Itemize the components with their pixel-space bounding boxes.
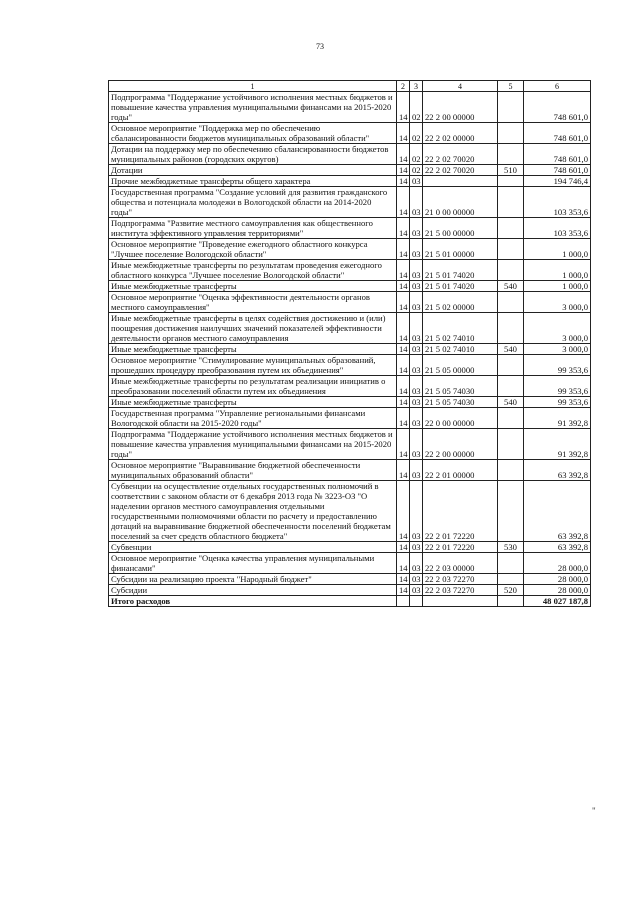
total-row (109, 596, 591, 607)
row-amount: 103 353,6 (524, 187, 591, 218)
row-expense-type (498, 144, 524, 165)
row-section: 14 (397, 313, 410, 344)
row-subsection: 03 (410, 542, 423, 553)
row-amount: 28 000,0 (524, 574, 591, 585)
row-target-article: 22 2 02 70020 (423, 144, 498, 165)
row-expense-type (498, 408, 524, 429)
row-amount: 63 392,8 (524, 460, 591, 481)
row-subsection: 03 (410, 585, 423, 596)
row-amount: 3 000,0 (524, 313, 591, 344)
row-section: 14 (397, 260, 410, 281)
row-target-article: 22 2 01 00000 (423, 460, 498, 481)
row-name: Дотации (109, 165, 397, 176)
row-amount: 63 392,8 (524, 481, 591, 542)
row-target-article: 21 5 02 74010 (423, 344, 498, 355)
row-section: 14 (397, 481, 410, 542)
row-name: Основное мероприятие "Оценка качества управления муниципальными финансами" (109, 553, 397, 574)
row-section: 14 (397, 176, 410, 187)
table-row (109, 481, 591, 542)
header-target-article: 4 (423, 81, 498, 92)
row-subsection: 03 (410, 281, 423, 292)
row-target-article: 22 2 00 00000 (423, 92, 498, 123)
table-row (109, 542, 591, 553)
row-target-article: 22 2 01 72220 (423, 481, 498, 542)
row-amount: 194 746,4 (524, 176, 591, 187)
row-section: 14 (397, 460, 410, 481)
row-subsection: 03 (410, 481, 423, 542)
row-expense-type (498, 429, 524, 460)
header-expense-type: 5 (498, 81, 524, 92)
row-name: Основное мероприятие "Проведение ежегодного областного конкурса "Лучшее поселение Вологодской области" (109, 239, 397, 260)
row-subsection: 03 (410, 218, 423, 239)
row-amount: 748 601,0 (524, 144, 591, 165)
total-amount: 48 027 187,8 (524, 596, 591, 607)
row-amount: 103 353,6 (524, 218, 591, 239)
row-expense-type (498, 218, 524, 239)
row-subsection: 02 (410, 165, 423, 176)
header-section: 2 (397, 81, 410, 92)
table-row (109, 408, 591, 429)
row-expense-type: 540 (498, 344, 524, 355)
table-row (109, 123, 591, 144)
row-name: Основное мероприятие "Оценка эффективности деятельности органов местного самоуправления" (109, 292, 397, 313)
row-subsection: 03 (410, 553, 423, 574)
table-row (109, 187, 591, 218)
table-row (109, 313, 591, 344)
row-amount: 99 353,6 (524, 376, 591, 397)
table-row (109, 165, 591, 176)
row-target-article: 22 0 00 00000 (423, 408, 498, 429)
table-row (109, 344, 591, 355)
row-amount: 3 000,0 (524, 292, 591, 313)
table-row (109, 292, 591, 313)
row-expense-type (498, 460, 524, 481)
row-expense-type (498, 313, 524, 344)
row-amount: 91 392,8 (524, 429, 591, 460)
row-name: Иные межбюджетные трансферты по результатам реализации инициатив о преобразовании поселений области путем их объединения (109, 376, 397, 397)
row-amount: 1 000,0 (524, 260, 591, 281)
row-section: 14 (397, 553, 410, 574)
table-row (109, 218, 591, 239)
row-subsection: 03 (410, 239, 423, 260)
row-subsection: 02 (410, 92, 423, 123)
table-row (109, 585, 591, 596)
row-subsection: 03 (410, 376, 423, 397)
row-name: Дотации на поддержку мер по обеспечению сбалансированности бюджетов муниципальных районов (городских округов) (109, 144, 397, 165)
row-name: Подпрограмма "Развитие местного самоуправления как общественного института эффективного управления территориями" (109, 218, 397, 239)
row-amount: 3 000,0 (524, 344, 591, 355)
row-subsection: 03 (410, 176, 423, 187)
budget-table (108, 80, 591, 607)
row-subsection: 03 (410, 187, 423, 218)
row-name: Основное мероприятие "Поддержка мер по обеспечению сбалансированности бюджетов муниципальных образований области" (109, 123, 397, 144)
row-section: 14 (397, 408, 410, 429)
table-row (109, 574, 591, 585)
row-target-article: 22 2 00 00000 (423, 429, 498, 460)
row-subsection: 03 (410, 429, 423, 460)
row-amount: 91 392,8 (524, 408, 591, 429)
row-target-article: 21 5 01 74020 (423, 281, 498, 292)
page-number: 73 (316, 42, 324, 51)
row-section: 14 (397, 397, 410, 408)
row-name: Субвенции на осуществление отдельных государственных полномочий в соответствии с законом области от 6 декабря 2013 года № 3223-ОЗ "О наделении органов местного самоуправления отдельными государственными полномочиями области по расчету и предоставлению дотаций на выравнивание бюджетной обеспеченности поселений бюджетам поселений за счет средств областного бюджета" (109, 481, 397, 542)
row-section: 14 (397, 218, 410, 239)
table-row (109, 460, 591, 481)
row-section: 14 (397, 585, 410, 596)
row-section: 14 (397, 187, 410, 218)
table-row (109, 429, 591, 460)
table-row (109, 553, 591, 574)
closing-quote: " (592, 806, 596, 816)
row-target-article: 21 5 01 00000 (423, 239, 498, 260)
row-name: Подпрограмма "Поддержание устойчивого исполнения местных бюджетов и повышение качества управления муниципальными финансами на 2015-2020 годы" (109, 92, 397, 123)
row-name: Прочие межбюджетные трансферты общего характера (109, 176, 397, 187)
row-expense-type: 540 (498, 281, 524, 292)
row-amount: 748 601,0 (524, 92, 591, 123)
row-section: 14 (397, 239, 410, 260)
row-expense-type (498, 574, 524, 585)
row-expense-type (498, 92, 524, 123)
row-subsection: 03 (410, 408, 423, 429)
row-target-article: 21 5 02 74010 (423, 313, 498, 344)
row-section: 14 (397, 281, 410, 292)
row-name: Подпрограмма "Поддержание устойчивого исполнения местных бюджетов и повышение качества управления муниципальными финансами на 2015-2020 годы" (109, 429, 397, 460)
row-expense-type (498, 239, 524, 260)
row-subsection: 03 (410, 344, 423, 355)
row-subsection: 03 (410, 260, 423, 281)
row-section: 14 (397, 123, 410, 144)
table-row (109, 260, 591, 281)
row-subsection: 03 (410, 574, 423, 585)
row-expense-type (498, 176, 524, 187)
row-target-article: 22 2 03 00000 (423, 553, 498, 574)
row-section: 14 (397, 376, 410, 397)
row-expense-type: 540 (498, 397, 524, 408)
row-amount: 1 000,0 (524, 239, 591, 260)
row-target-article: 22 2 03 72270 (423, 574, 498, 585)
header-amount: 6 (524, 81, 591, 92)
row-target-article: 21 0 00 00000 (423, 187, 498, 218)
row-name: Иные межбюджетные трансферты (109, 344, 397, 355)
table-row (109, 176, 591, 187)
header-row (109, 81, 591, 92)
row-amount: 28 000,0 (524, 553, 591, 574)
row-expense-type (498, 187, 524, 218)
row-subsection: 03 (410, 313, 423, 344)
row-section: 14 (397, 165, 410, 176)
row-expense-type: 530 (498, 542, 524, 553)
table-row (109, 92, 591, 123)
row-name: Иные межбюджетные трансферты по результатам проведения ежегодного областного конкурса "Лучшее поселение Вологодской области" (109, 260, 397, 281)
row-target-article: 21 5 05 74030 (423, 397, 498, 408)
row-section: 14 (397, 344, 410, 355)
table-row (109, 355, 591, 376)
row-name: Иные межбюджетные трансферты в целях содействия достижению и (или) поощрения достижения наилучших значений показателей эффективности деятельности органов местного самоуправления (109, 313, 397, 344)
row-name: Основное мероприятие "Выравнивание бюджетной обеспеченности муниципальных образований области" (109, 460, 397, 481)
row-name: Государственная программа "Создание условий для развития гражданского общества и потенциала молодежи в Вологодской области на 2014-2020 годы" (109, 187, 397, 218)
row-section: 14 (397, 355, 410, 376)
row-subsection: 03 (410, 355, 423, 376)
row-section: 14 (397, 144, 410, 165)
row-name: Основное мероприятие "Стимулирование муниципальных образований, прошедших процедуру преобразования путем их объединения" (109, 355, 397, 376)
row-subsection: 02 (410, 144, 423, 165)
row-target-article: 21 5 01 74020 (423, 260, 498, 281)
row-target-article: 21 5 00 00000 (423, 218, 498, 239)
table-row (109, 397, 591, 408)
row-name: Субвенции (109, 542, 397, 553)
row-expense-type: 520 (498, 585, 524, 596)
row-amount: 28 000,0 (524, 585, 591, 596)
row-target-article: 21 5 05 00000 (423, 355, 498, 376)
row-amount: 99 353,6 (524, 355, 591, 376)
table-row (109, 239, 591, 260)
row-name: Государственная программа "Управление региональными финансами Вологодской области на 2015-2020 годы" (109, 408, 397, 429)
row-expense-type (498, 355, 524, 376)
row-subsection: 03 (410, 460, 423, 481)
row-target-article: 22 2 02 00000 (423, 123, 498, 144)
row-target-article: 21 5 02 00000 (423, 292, 498, 313)
row-name: Субсидии (109, 585, 397, 596)
row-expense-type (498, 376, 524, 397)
row-section: 14 (397, 542, 410, 553)
row-amount: 63 392,8 (524, 542, 591, 553)
row-section: 14 (397, 574, 410, 585)
header-name: 1 (109, 81, 397, 92)
row-section: 14 (397, 92, 410, 123)
table-body (109, 92, 591, 596)
row-name: Субсидии на реализацию проекта "Народный бюджет" (109, 574, 397, 585)
row-subsection: 03 (410, 397, 423, 408)
row-target-article: 22 2 01 72220 (423, 542, 498, 553)
row-expense-type (498, 553, 524, 574)
row-target-article: 22 2 03 72270 (423, 585, 498, 596)
row-section: 14 (397, 429, 410, 460)
row-amount: 99 353,6 (524, 397, 591, 408)
total-label: Итого расходов (109, 596, 397, 607)
row-amount: 748 601,0 (524, 165, 591, 176)
row-amount: 748 601,0 (524, 123, 591, 144)
table-row (109, 376, 591, 397)
row-expense-type (498, 481, 524, 542)
row-expense-type (498, 123, 524, 144)
row-expense-type (498, 292, 524, 313)
row-section: 14 (397, 292, 410, 313)
table-row (109, 144, 591, 165)
row-expense-type (498, 260, 524, 281)
row-subsection: 02 (410, 123, 423, 144)
table-row (109, 281, 591, 292)
header-subsection: 3 (410, 81, 423, 92)
row-name: Иные межбюджетные трансферты (109, 397, 397, 408)
row-target-article: 21 5 05 74030 (423, 376, 498, 397)
row-expense-type: 510 (498, 165, 524, 176)
row-target-article: 22 2 02 70020 (423, 165, 498, 176)
row-amount: 1 000,0 (524, 281, 591, 292)
row-name: Иные межбюджетные трансферты (109, 281, 397, 292)
row-subsection: 03 (410, 292, 423, 313)
row-target-article (423, 176, 498, 187)
